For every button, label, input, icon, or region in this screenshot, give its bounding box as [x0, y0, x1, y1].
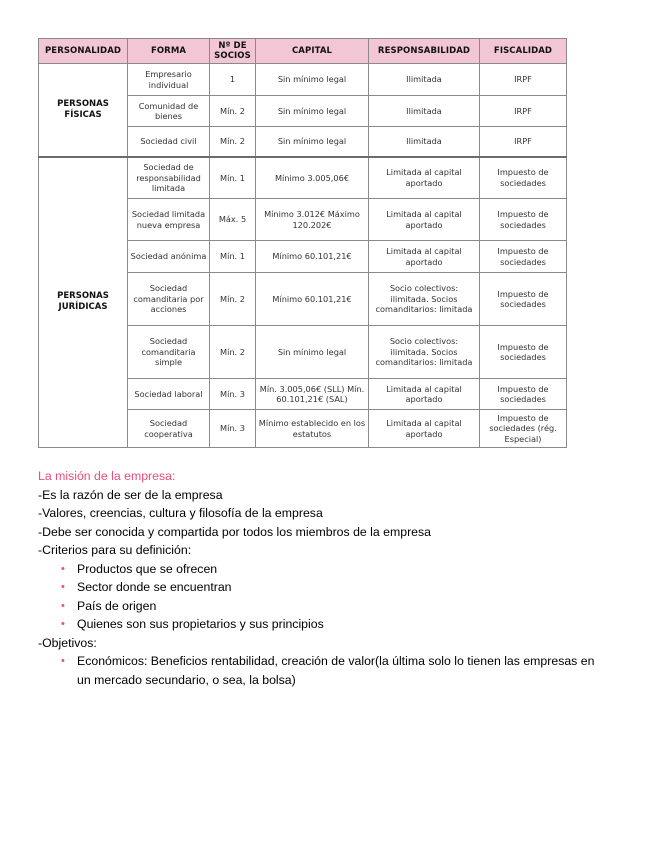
cell-responsabilidad: Limitada al capital aportado [369, 241, 480, 273]
cell-responsabilidad: Ilimitada [369, 64, 480, 96]
bullet-icon: • [61, 562, 65, 575]
list-item [61, 578, 598, 597]
group-label-juridicas: PERSONAS JURÍDICAS [39, 157, 128, 448]
cell-socios: Mín. 1 [210, 241, 256, 273]
mission-heading: La misión de la empresa: [38, 469, 176, 483]
list-item [61, 560, 598, 579]
header-responsabilidad: RESPONSABILIDAD [369, 39, 480, 64]
cell-responsabilidad: Limitada al capital aportado [369, 199, 480, 241]
cell-capital: Mín. 3.005,06€ (SLL) Mín. 60.101,21€ (SAL) [256, 379, 369, 410]
note-line: -Valores, creencias, cultura y filosofía de la empresa [38, 506, 323, 520]
criteria-heading [38, 541, 598, 560]
bullet-icon: • [61, 618, 65, 630]
cell-fiscalidad: IRPF [480, 64, 567, 96]
criteria-dash: - [38, 543, 43, 557]
table-body [39, 64, 567, 448]
mission-notes [38, 467, 598, 689]
cell-responsabilidad: Limitada al capital aportado [369, 157, 480, 199]
cell-socios: Mín. 1 [210, 157, 256, 199]
cell-forma: Sociedad cooperativa [128, 410, 210, 448]
table-row [39, 157, 567, 199]
list-item-text: Quienes son sus propietarios y sus principios [77, 617, 324, 631]
cell-capital: Sin mínimo legal [256, 127, 369, 157]
cell-socios: Mín. 3 [210, 410, 256, 448]
cell-capital: Mínimo 60.101,21€ [256, 241, 369, 273]
cell-fiscalidad: Impuesto de sociedades [480, 379, 567, 410]
cell-fiscalidad: Impuesto de sociedades [480, 199, 567, 241]
cell-responsabilidad: Limitada al capital aportado [369, 379, 480, 410]
cell-capital: Mínimo establecido en los estatutos [256, 410, 369, 448]
cell-socios: Mín. 2 [210, 127, 256, 157]
cell-socios: Mín. 2 [210, 273, 256, 326]
list-item-text: Productos que se ofrecen [77, 561, 218, 576]
bullet-icon: • [61, 655, 65, 667]
cell-forma: Sociedad de responsabilidad limitada [128, 157, 210, 199]
cell-capital: Mínimo 3.012€ Máximo 120.202€ [256, 199, 369, 241]
cell-forma: Sociedad anónima [128, 241, 210, 273]
cell-fiscalidad: Impuesto de sociedades [480, 241, 567, 273]
cell-socios: Mín. 3 [210, 379, 256, 410]
cell-capital: Sin mínimo legal [256, 96, 369, 127]
cell-forma: Sociedad laboral [128, 379, 210, 410]
cell-capital: Mínimo 60.101,21€ [256, 273, 369, 326]
cell-fiscalidad: IRPF [480, 127, 567, 157]
cell-capital: Sin mínimo legal [256, 64, 369, 96]
legal-forms-table [38, 38, 567, 448]
note-line: -Es la razón de ser de la empresa [38, 487, 223, 502]
cell-forma: Sociedad civil [128, 127, 210, 157]
cell-fiscalidad: Impuesto de sociedades [480, 326, 567, 379]
header-fiscalidad: FISCALIDAD [480, 39, 567, 64]
cell-fiscalidad: Impuesto de sociedades (rég. Especial) [480, 410, 567, 448]
cell-forma: Sociedad limitada nueva empresa [128, 199, 210, 241]
header-num-socios: Nº DE SOCIOS [210, 39, 256, 64]
cell-fiscalidad: Impuesto de sociedades [480, 273, 567, 326]
header-forma: FORMA [128, 39, 210, 64]
list-item [61, 597, 598, 616]
objectives-heading: -Objetivos: [38, 635, 97, 650]
cell-forma: Comunidad de bienes [128, 96, 210, 127]
cell-responsabilidad: Ilimitada [369, 127, 480, 157]
cell-capital: Mínimo 3.005,06€ [256, 157, 369, 199]
cell-forma: Empresario individual [128, 64, 210, 96]
cell-responsabilidad: Ilimitada [369, 96, 480, 127]
table-row [39, 64, 567, 96]
header-capital: CAPITAL [256, 39, 369, 64]
cell-socios: Mín. 2 [210, 326, 256, 379]
objectives-list [38, 652, 598, 689]
cell-responsabilidad: Socio colectivos: ilimitada. Socios comanditarios: limitada [369, 326, 480, 379]
cell-forma: Sociedad comanditaria simple [128, 326, 210, 379]
criteria-list [38, 560, 598, 634]
list-item [61, 652, 598, 689]
cell-fiscalidad: IRPF [480, 96, 567, 127]
cell-socios: 1 [210, 64, 256, 96]
cell-capital: Sin mínimo legal [256, 326, 369, 379]
note-line: -Debe ser conocida y compartida por todos los miembros de la empresa [38, 524, 432, 539]
cell-responsabilidad: Socio colectivos: ilimitada. Socios comanditarios: limitada [369, 273, 480, 326]
cell-responsabilidad: Limitada al capital aportado [369, 410, 480, 448]
table-header [39, 39, 567, 64]
criteria-label: Criterios para su definición: [42, 543, 192, 557]
list-item [61, 615, 598, 634]
bullet-icon: • [61, 599, 65, 612]
group-label-fisicas: PERSONAS FÍSICAS [39, 64, 128, 157]
bullet-icon: • [61, 581, 65, 593]
cell-socios: Máx. 5 [210, 199, 256, 241]
cell-fiscalidad: Impuesto de sociedades [480, 157, 567, 199]
list-item-text: Sector donde se encuentran [77, 580, 232, 594]
list-item-text: Económicos: Beneficios rentabilidad, creación de valor(la última solo lo tienen las empresas en un mercado secundario, o sea, la bolsa) [77, 654, 595, 687]
list-item-text: País de origen [77, 598, 157, 613]
header-personalidad: PERSONALIDAD [39, 39, 128, 64]
cell-forma: Sociedad comanditaria por acciones [128, 273, 210, 326]
cell-socios: Mín. 2 [210, 96, 256, 127]
